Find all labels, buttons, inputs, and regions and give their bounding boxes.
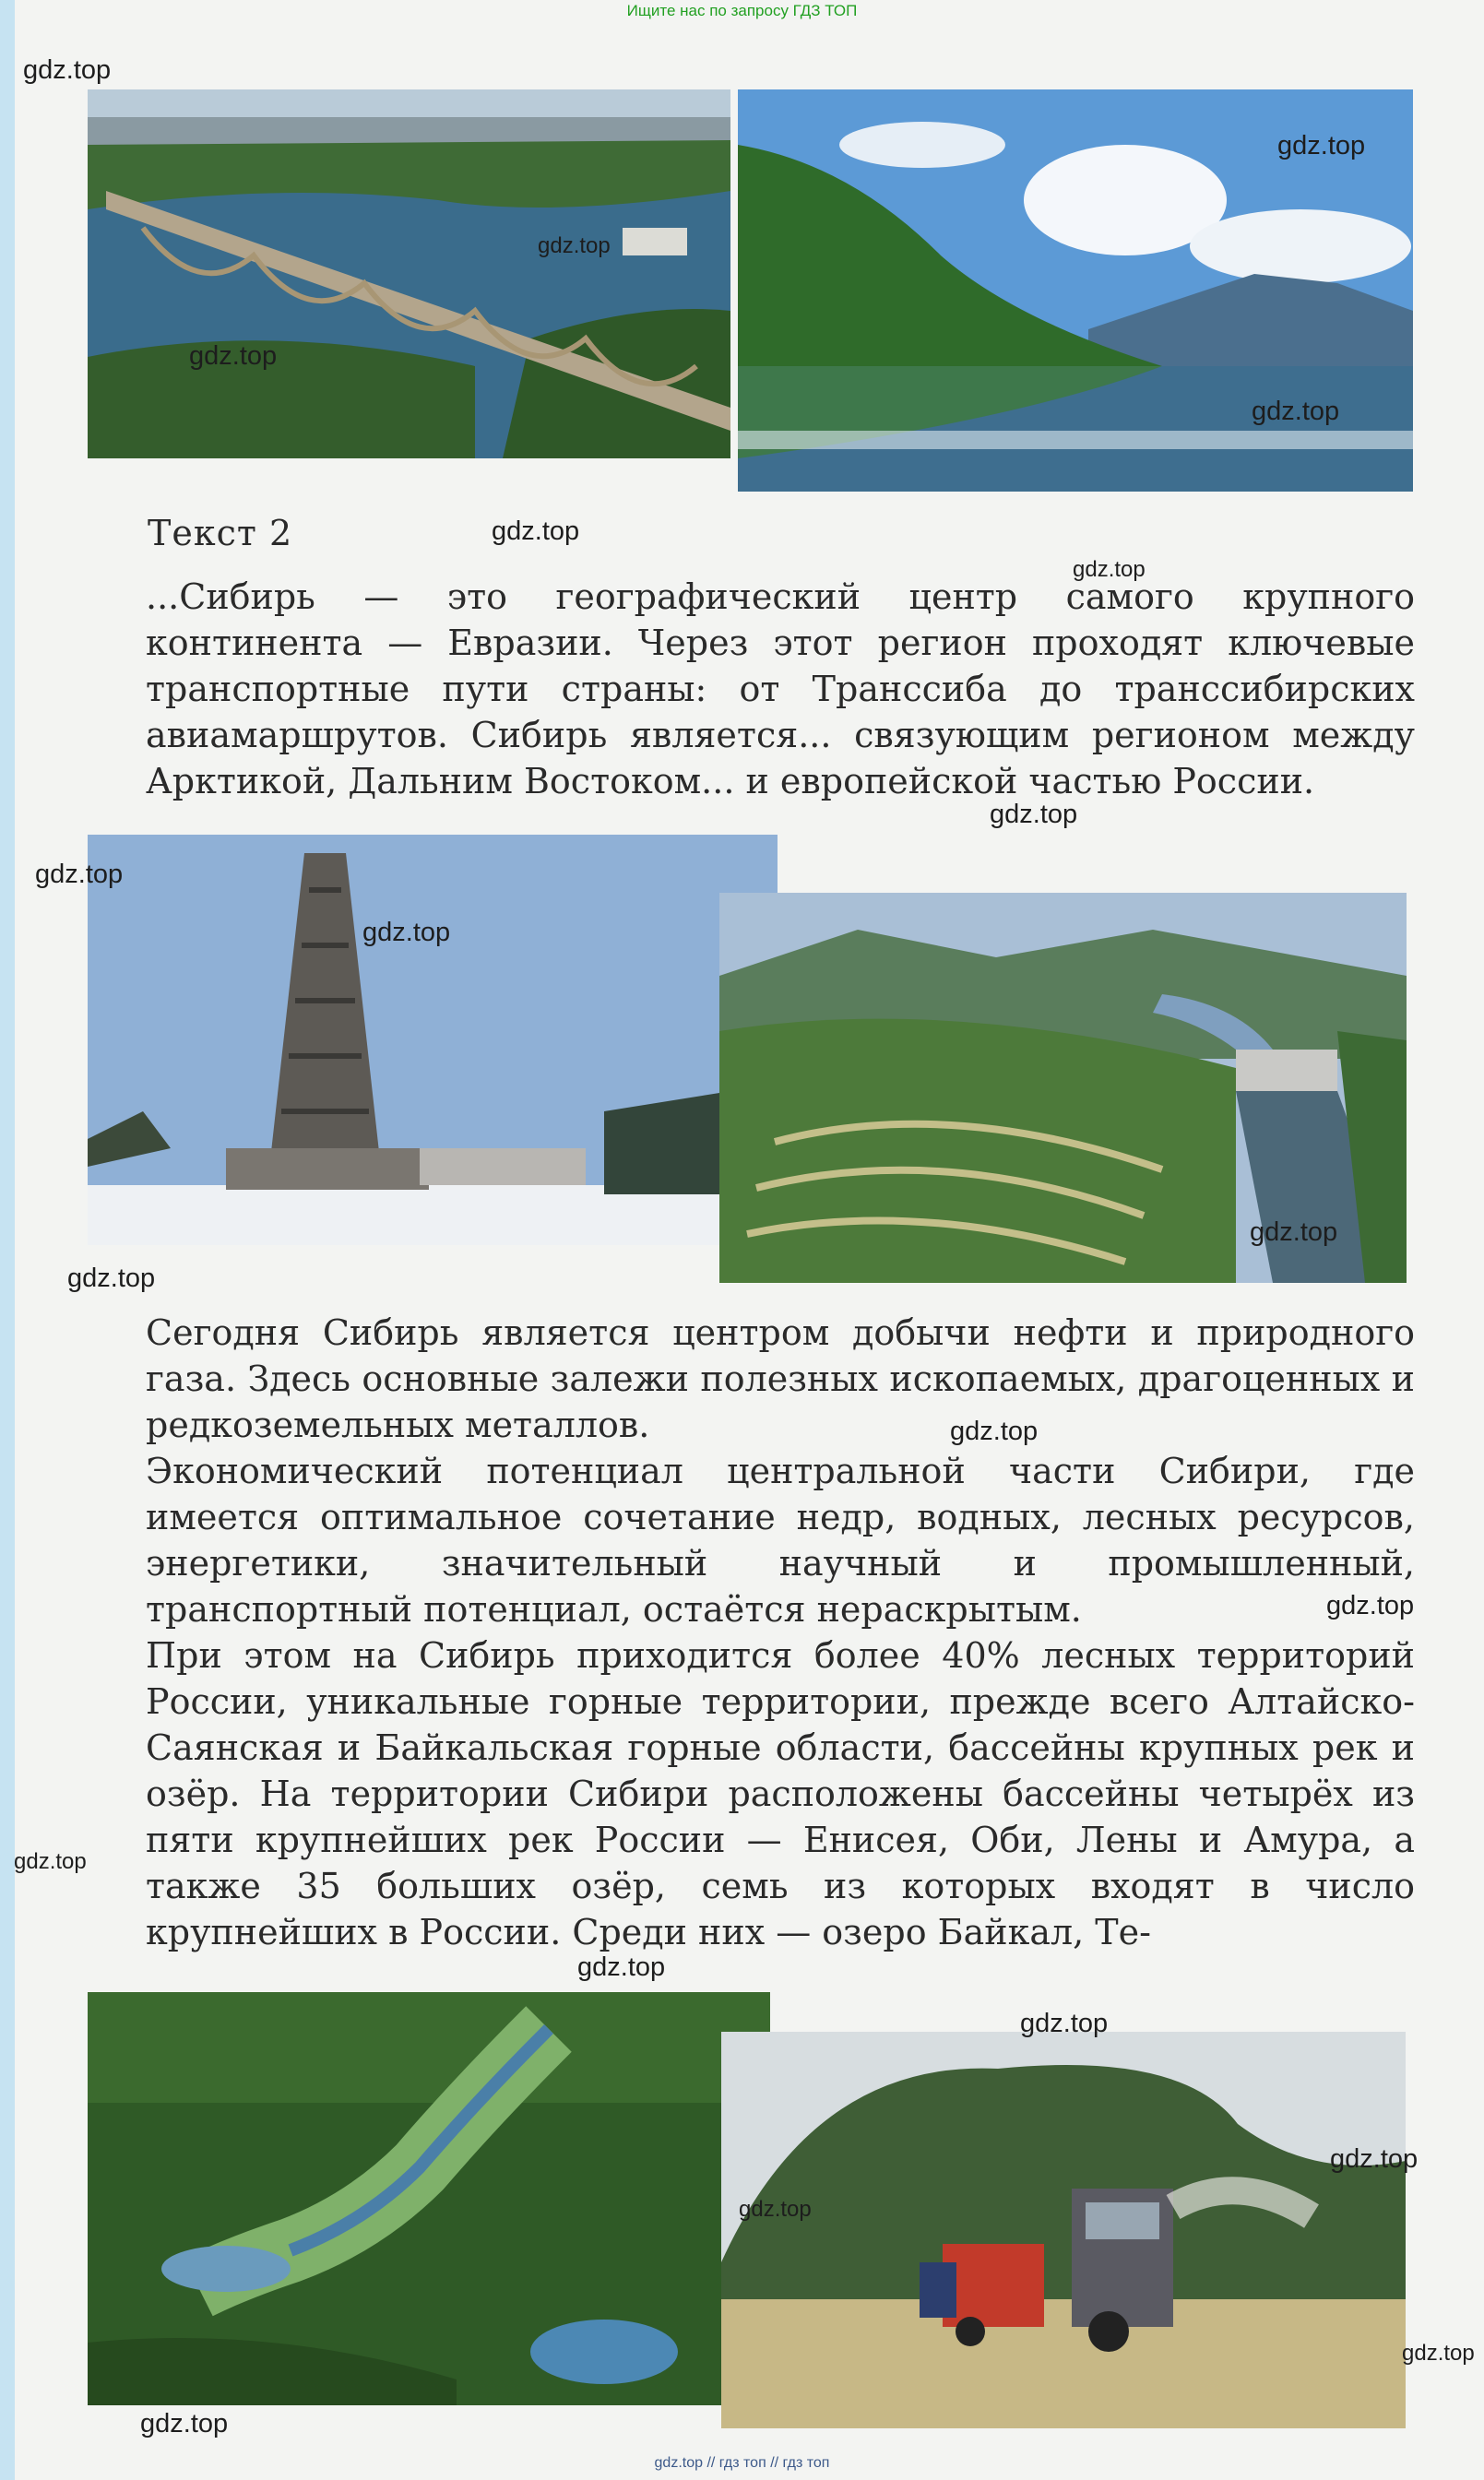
watermark: gdz.top	[1326, 1591, 1415, 1620]
text-heading: Текст 2	[148, 513, 293, 553]
paragraph-1: ...Сибирь — это географический центр самого крупного континента — Евразии. Через этот регион проходят ключевые транспортные пути страны: от Транссиба до транссибирских авиамаршрутов. Сибирь является... связующим регионом между Арктикой, Дальним Востоком... и европейской частью России.	[146, 576, 1415, 801]
watermark: gdz.top	[1250, 1217, 1338, 1247]
watermark: gdz.top	[1277, 131, 1366, 160]
photo-bridge-over-river	[88, 89, 730, 458]
paragraph-4: При этом на Сибирь приходится более 40% лесных территорий России, уникальные горные территории, прежде всего Алтайско-Саянская и Байкальская горные области, бассейны крупных рек и озёр. На территории Сибири расположены бассейны четырёх из пяти крупнейших рек России — Енисея, Оби, Лены и Амура, а также 35 больших озёр, семь из которых входят в число крупнейших в России. Среди них — озеро Байкал, Те-	[146, 1635, 1415, 1952]
watermark: gdz.top	[1073, 557, 1146, 582]
side-stripe	[0, 0, 15, 2480]
watermark: gdz.top	[1330, 2144, 1419, 2174]
watermark: gdz.top	[577, 1952, 666, 1982]
watermark: gdz.top	[1402, 2341, 1475, 2366]
watermark: gdz.top	[23, 55, 112, 85]
bottom-notice[interactable]: gdz.top // гдз топ // гдз топ	[654, 2455, 830, 2471]
watermark: gdz.top	[35, 860, 124, 889]
watermark: gdz.top	[362, 918, 451, 947]
watermark: gdz.top	[492, 516, 580, 546]
paragraph-2: Сегодня Сибирь является центром добычи нефти и природного газа. Здесь основные залежи полезных ископаемых, драгоценных и редкоземельных металлов.	[146, 1312, 1415, 1445]
watermark: gdz.top	[950, 1417, 1039, 1446]
watermark: gdz.top	[189, 341, 278, 371]
watermark: gdz.top	[538, 233, 611, 258]
watermark: gdz.top	[140, 2409, 229, 2438]
watermark: gdz.top	[14, 1849, 87, 1874]
paragraph-3: Экономический потенциал центральной части Сибири, где имеется оптимальное сочетание недр, водных, лесных ресурсов, энергетики, значительный научный и промышленный, транспортный потенциал, остаётся нераскрытым.	[146, 1451, 1415, 1630]
photo-harvester-field	[721, 2032, 1406, 2428]
photo-forest-river-aerial	[88, 1992, 770, 2405]
watermark: gdz.top	[990, 800, 1078, 829]
watermark: gdz.top	[67, 1264, 156, 1293]
watermark: gdz.top	[1252, 397, 1340, 426]
watermark: gdz.top	[739, 2197, 812, 2222]
top-notice[interactable]: Ищите нас по запросу ГДЗ ТОП	[626, 2, 858, 19]
photo-oil-drilling-rig	[88, 835, 778, 1245]
watermark: gdz.top	[1020, 2009, 1109, 2038]
